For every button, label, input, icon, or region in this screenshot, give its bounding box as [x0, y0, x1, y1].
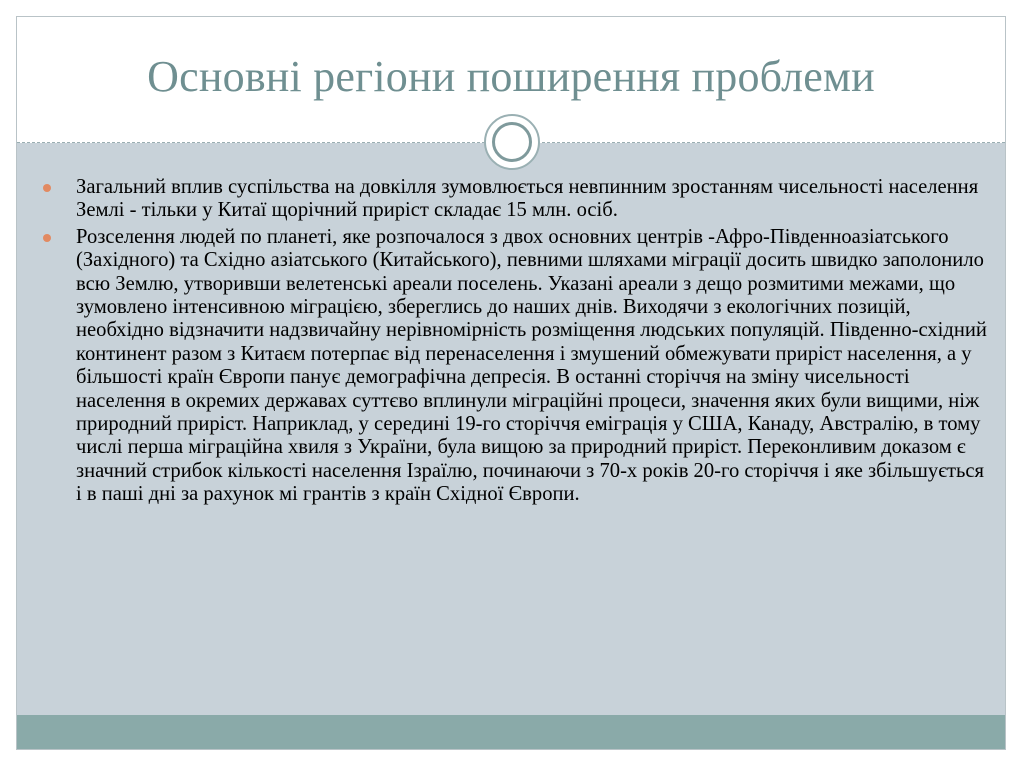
circle-ornament-inner: [492, 122, 532, 162]
bullet-dot-icon: [43, 234, 51, 242]
bullet-text: Загальний вплив суспільства на довкілля зумовлюється невпинним зростанням чисельності населення Землі - тільки у Китаї щорічний приріст складає 15 млн. осіб.: [76, 176, 979, 222]
slide: [16, 16, 1006, 750]
slide-content: [39, 176, 989, 510]
bullet-item: [39, 226, 989, 507]
bullet-dot-icon: [43, 184, 51, 192]
circle-ornament-icon: [484, 114, 540, 170]
bullet-list: [39, 176, 989, 507]
slide-title: Основні регіони поширення проблеми: [147, 52, 875, 101]
footer-bar: [17, 715, 1005, 749]
bullet-item: [39, 176, 989, 223]
bullet-text: Розселення людей по планеті, яке розпочалося з двох основних центрів -Афро-Південноазіатського (Західного) та Східно азіатського (Китайського), певними шляхами міграції досить швидко заполонило всю Землю, утворивши велетенські ареали поселень. Указані ареали з дещо розмитими межами, що зумовлено інтенсивною міграцією, збереглись до наших днів. Виходячи з екологічних позицій, необхідно відзначити надзвичайну нерівномірність розміщення людських популяцій. Південно-східний континент разом з Китаєм потерпає від перенаселення і змушений обмежувати приріст населення, а у більшості країн Європи панує демографічна депресія. В останні сторіччя на зміну чисельності населення в окремих державах суттєво вплинули міграційні процеси, значення яких були вищими, ніж природний приріст. Наприклад, у середині 19-го сторіччя еміграція у США, Канаду, Австралію, в тому числі перша міграційна хвиля з України, була вищою за природний приріст. Переконливим доказом є значний стрибок кількості населення Ізраїлю, починаючи з 70-х років 20-го сторіччя і яке збільшується і в паші дні за рахунок мі грантів з країн Східної Європи.: [76, 225, 987, 506]
